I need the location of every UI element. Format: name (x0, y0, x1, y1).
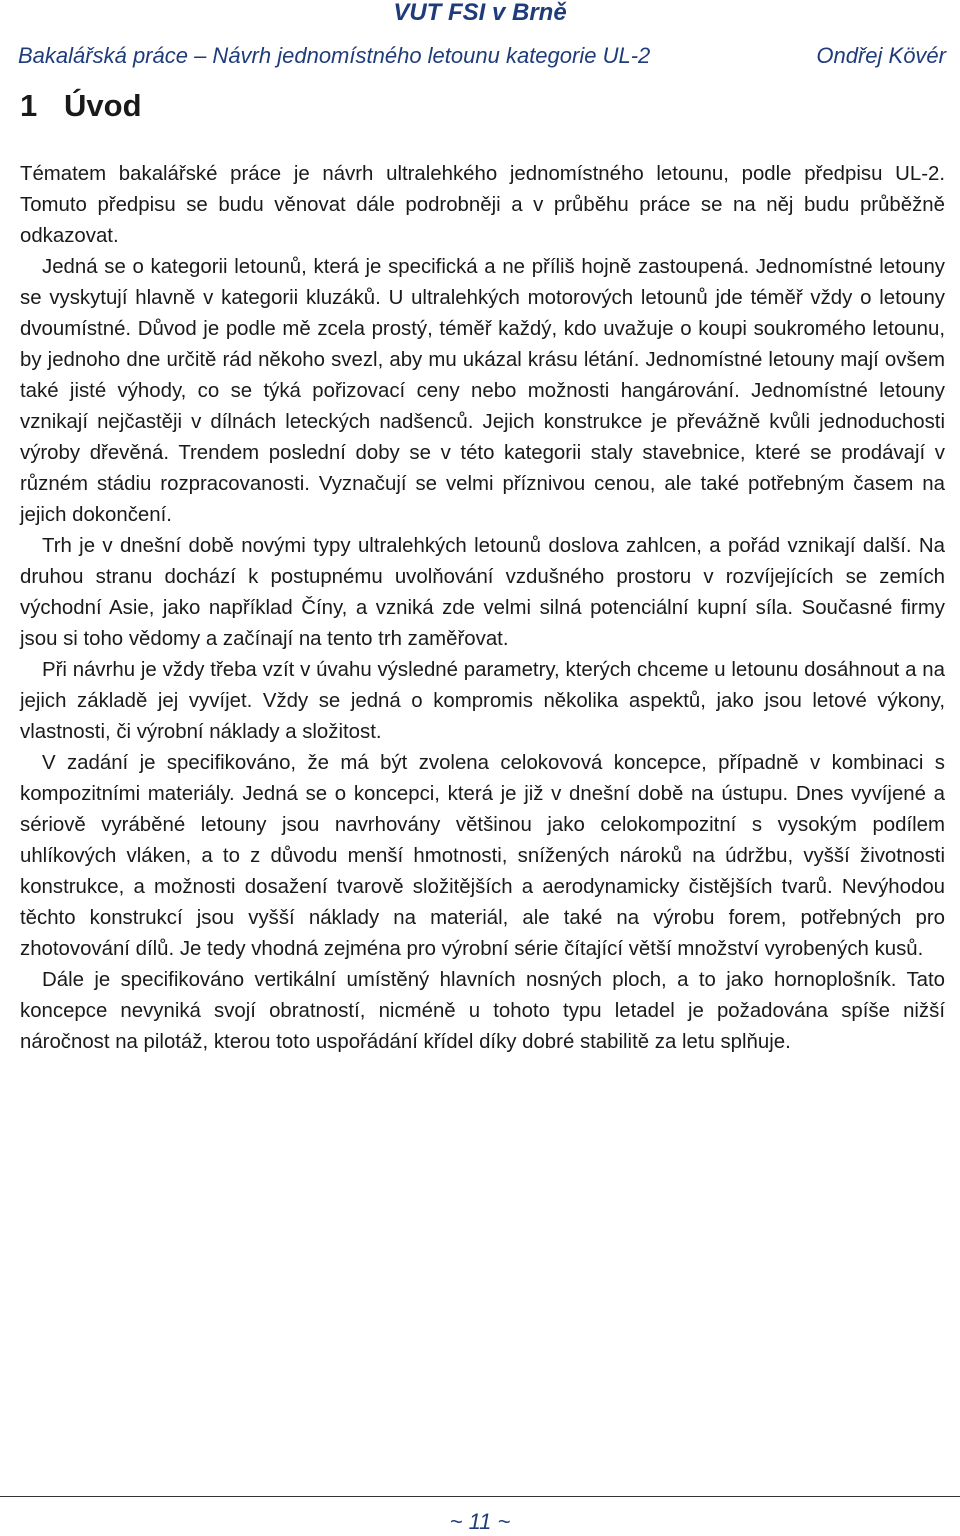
paragraph: Tématem bakalářské práce je návrh ultralehkého jednomístného letounu, podle předpisu UL-2. Tomuto předpisu se budu věnovat dále podrobněji a v průběhu práce se na něj budu průběžně odkazovat. (20, 163, 945, 247)
thesis-title: Bakalářská práce – Návrh jednomístného letounu kategorie UL-2 (18, 43, 651, 68)
page-number: ~ 11 ~ (449, 1509, 511, 1534)
institution-name: VUT FSI v Brně (393, 0, 567, 26)
body-text (20, 159, 945, 1058)
paragraph: Trh je v dnešní době novými typy ultralehkých letounů doslova zahlcen, a pořád vznikají další. Na druhou stranu dochází k postupnému uvolňování vzdušného prostoru v rozvíjejících se zemích východní Asie, jako například Číny, a vzniká zde velmi silná potenciální kupní síla. Současné firmy jsou si toho vědomy a začínají na tento trh zaměřovat. (20, 535, 945, 650)
page-header (0, 0, 960, 76)
paragraph: Dále je specifikováno vertikální umístěný hlavních nosných ploch, a to jako hornoplošník. Tato koncepce nevyniká svojí obratností, nicméně u tohoto typu letadel je požadována spíše nižší náročnost na pilotáž, kterou toto uspořádání křídel díky dobré stabilitě za letu splňuje. (20, 969, 945, 1053)
footer-divider (0, 1496, 960, 1497)
paragraph: V zadání je specifikováno, že má být zvolena celokovová koncepce, případně v kombinaci s kompozitními materiály. Jedná se o koncepci, která je již v dnešní době na ústupu. Dnes vyvíjené a sériově vyráběné letouny jsou navrhovány většinou jako celokompozitní s vysokým podílem uhlíkových vláken, a to z důvodu menší hmotnosti, snížených nároků na údržbu, vyšší životnosti konstrukce, a možnosti dosažení tvarově složitějších a aerodynamicky čistějších tvarů. Nevýhodou těchto konstrukcí jsou vyšší náklady na materiál, ale také na výrobu forem, potřebných pro zhotovování dílů. Je tedy vhodná zejména pro výrobní série čítající větší množství vyrobených kusů. (20, 752, 945, 960)
author-name: Ondřej Kövér (816, 43, 946, 68)
section-title: Úvod (64, 88, 142, 123)
section-number: 1 (20, 88, 38, 123)
section-heading (20, 86, 142, 126)
paragraph: Jedná se o kategorii letounů, která je specifická a ne příliš hojně zastoupená. Jednomístné letouny se vyskytují hlavně v kategorii kluzáků. U ultralehkých motorových letounů jde téměř vždy o letouny dvoumístné. Důvod je podle mě zcela prostý, téměř každý, kdo uvažuje o koupi soukromého letounu, by jednoho dne určitě rád někoho svezl, aby mu ukázal krásu létání. Jednomístné letouny mají ovšem také jisté výhody, co se týká pořizovací ceny nebo možnosti hangárování. Jednomístné letouny vznikají nejčastěji v dílnách leteckých nadšenců. Jejich konstrukce je převážně kvůli jednoduchosti výroby dřevěná. Trendem poslední doby se v této kategorii staly stavebnice, které se prodávají v různém stádiu rozpracovanosti. Vyznačují se velmi příznivou cenou, ale také potřebným časem na jejich dokončení. (20, 256, 945, 526)
paragraph: Při návrhu je vždy třeba vzít v úvahu výsledné parametry, kterých chceme u letounu dosáhnout a na jejich základě jej vyvíjet. Vždy se jedná o kompromis několika aspektů, jako jsou letové výkony, vlastnosti, či výrobní náklady a složitost. (20, 659, 945, 743)
